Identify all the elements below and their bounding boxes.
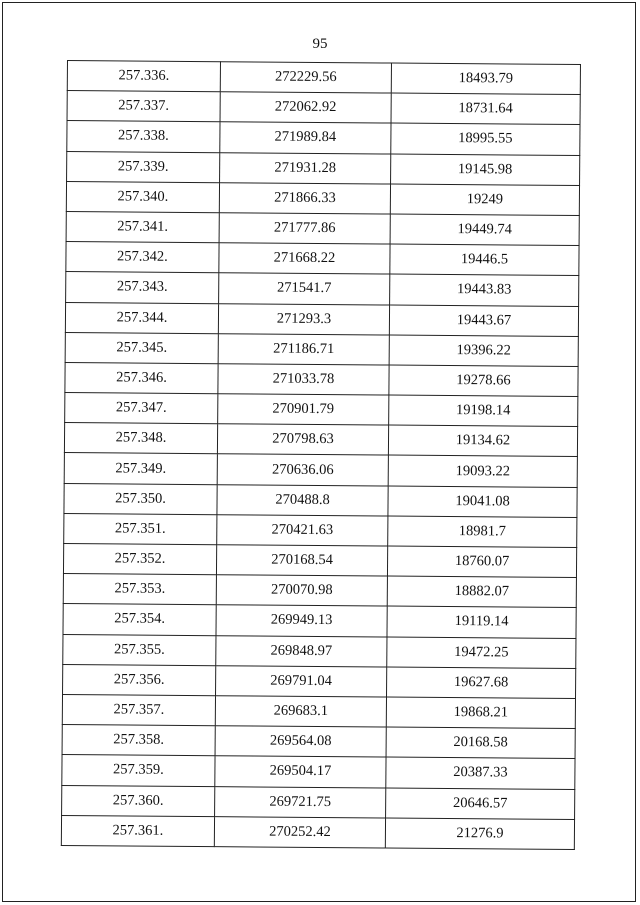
y-coordinate-cell: 19868.21 (386, 697, 575, 729)
y-coordinate-cell: 19198.14 (389, 395, 578, 427)
y-coordinate-cell: 18760.07 (387, 546, 576, 578)
table-row (61, 815, 574, 849)
x-coordinate-cell: 271777.86 (219, 213, 390, 245)
x-coordinate-cell: 269721.75 (215, 786, 386, 818)
point-id-cell: 257.352. (63, 543, 216, 574)
table-row (63, 574, 576, 608)
x-coordinate-cell: 269949.13 (216, 605, 387, 637)
table-row (62, 725, 575, 759)
x-coordinate-cell: 271931.28 (220, 152, 391, 184)
y-coordinate-cell: 19627.68 (387, 667, 576, 699)
y-coordinate-cell: 19449.74 (390, 214, 579, 246)
table-row (62, 755, 575, 789)
point-id-cell: 257.356. (63, 664, 216, 695)
table-row (67, 91, 580, 125)
table-row (63, 634, 576, 668)
x-coordinate-cell: 271866.33 (219, 182, 390, 214)
y-coordinate-cell: 19396.22 (389, 335, 578, 367)
table-row (65, 362, 578, 396)
point-id-cell: 257.353. (63, 574, 216, 605)
y-coordinate-cell: 18981.7 (388, 516, 577, 548)
y-coordinate-cell: 19145.98 (391, 154, 580, 186)
point-id-cell: 257.357. (62, 694, 215, 725)
table-row (64, 453, 577, 487)
table-row (66, 211, 579, 245)
point-id-cell: 257.358. (62, 725, 215, 756)
y-coordinate-cell: 20168.58 (386, 727, 575, 759)
x-coordinate-cell: 270421.63 (217, 515, 388, 547)
x-coordinate-cell: 271186.71 (218, 333, 389, 365)
y-coordinate-cell: 18882.07 (387, 576, 576, 608)
x-coordinate-cell: 271668.22 (219, 243, 390, 275)
x-coordinate-cell: 270252.42 (214, 816, 385, 848)
y-coordinate-cell: 19278.66 (389, 365, 578, 397)
point-id-cell: 257.346. (65, 362, 218, 393)
y-coordinate-cell: 19446.5 (390, 244, 579, 276)
page-number: 95 (312, 36, 328, 52)
table-row (64, 513, 577, 547)
table-row (63, 543, 576, 577)
point-id-cell: 257.344. (65, 302, 218, 333)
point-id-cell: 257.350. (64, 483, 217, 514)
point-id-cell: 257.354. (63, 604, 216, 635)
point-id-cell: 257.341. (66, 211, 219, 242)
y-coordinate-cell: 19041.08 (388, 486, 577, 518)
x-coordinate-cell: 270168.54 (216, 545, 387, 577)
x-coordinate-cell: 270488.8 (217, 484, 388, 516)
y-coordinate-cell: 20646.57 (386, 788, 575, 820)
coordinates-table-container (61, 60, 577, 850)
x-coordinate-cell: 270070.98 (216, 575, 387, 607)
x-coordinate-cell: 269504.17 (215, 756, 386, 788)
table-row (65, 393, 578, 427)
table-row (66, 242, 579, 276)
table-row (65, 332, 578, 366)
point-id-cell: 257.355. (63, 634, 216, 665)
y-coordinate-cell: 19093.22 (388, 455, 577, 487)
table-row (62, 694, 575, 728)
coordinates-table (61, 60, 581, 850)
y-coordinate-cell: 18731.64 (391, 93, 580, 125)
y-coordinate-cell: 19249 (390, 184, 579, 216)
table-row (65, 302, 578, 336)
table-row (66, 181, 579, 215)
point-id-cell: 257.348. (64, 423, 217, 454)
table-body (61, 61, 580, 850)
point-id-cell: 257.359. (62, 755, 215, 786)
y-coordinate-cell: 21276.9 (385, 818, 574, 850)
point-id-cell: 257.340. (66, 181, 219, 212)
point-id-cell: 257.339. (67, 151, 220, 182)
point-id-cell: 257.349. (64, 453, 217, 484)
y-coordinate-cell: 18493.79 (391, 63, 580, 95)
point-id-cell: 257.351. (64, 513, 217, 544)
x-coordinate-cell: 271293.3 (218, 303, 389, 335)
y-coordinate-cell: 19472.25 (387, 637, 576, 669)
x-coordinate-cell: 271989.84 (220, 122, 391, 154)
table-row (67, 151, 580, 185)
y-coordinate-cell: 19134.62 (388, 425, 577, 457)
x-coordinate-cell: 272062.92 (220, 92, 391, 124)
table-row (66, 272, 579, 306)
x-coordinate-cell: 271541.7 (219, 273, 390, 305)
x-coordinate-cell: 270636.06 (217, 454, 388, 486)
point-id-cell: 257.338. (67, 121, 220, 152)
x-coordinate-cell: 270901.79 (218, 394, 389, 426)
point-id-cell: 257.347. (65, 393, 218, 424)
x-coordinate-cell: 269564.08 (215, 726, 386, 758)
y-coordinate-cell: 19443.83 (390, 274, 579, 306)
y-coordinate-cell: 19443.67 (389, 305, 578, 337)
point-id-cell: 257.361. (61, 815, 214, 846)
table-row (64, 423, 577, 457)
table-row (63, 604, 576, 638)
point-id-cell: 257.336. (67, 61, 220, 92)
x-coordinate-cell: 271033.78 (218, 364, 389, 396)
x-coordinate-cell: 270798.63 (217, 424, 388, 456)
y-coordinate-cell: 18995.55 (391, 123, 580, 155)
x-coordinate-cell: 269683.1 (215, 696, 386, 728)
point-id-cell: 257.342. (66, 242, 219, 273)
table-row (64, 483, 577, 517)
y-coordinate-cell: 19119.14 (387, 606, 576, 638)
x-coordinate-cell: 272229.56 (220, 62, 391, 94)
point-id-cell: 257.345. (65, 332, 218, 363)
y-coordinate-cell: 20387.33 (386, 757, 575, 789)
table-row (67, 121, 580, 155)
table-row (67, 61, 580, 95)
point-id-cell: 257.337. (67, 91, 220, 122)
table-row (62, 785, 575, 819)
point-id-cell: 257.343. (66, 272, 219, 303)
point-id-cell: 257.360. (62, 785, 215, 816)
x-coordinate-cell: 269848.97 (216, 635, 387, 667)
table-row (63, 664, 576, 698)
x-coordinate-cell: 269791.04 (216, 665, 387, 697)
